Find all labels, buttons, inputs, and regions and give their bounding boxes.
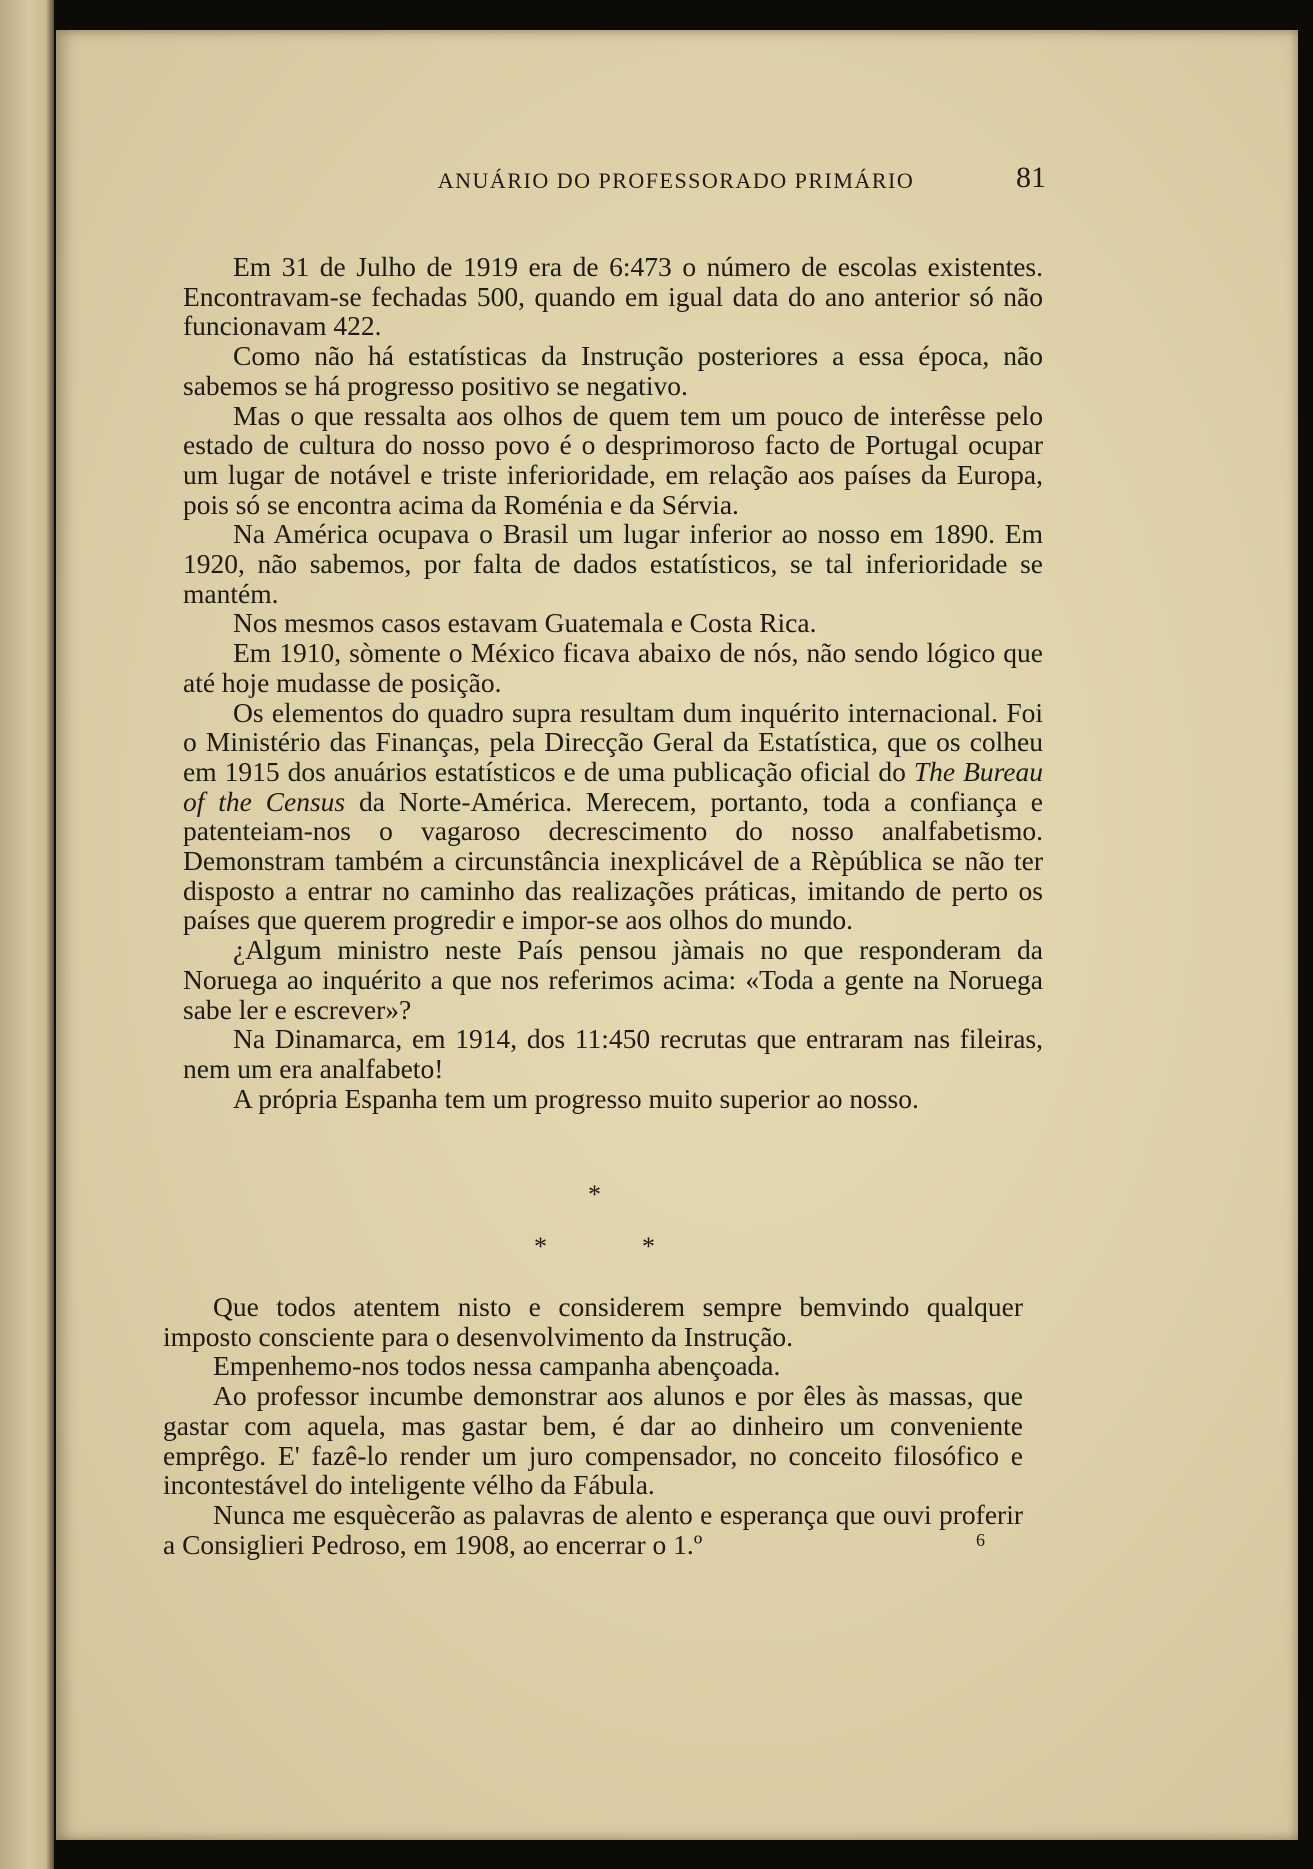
- paragraph: Em 1910, sòmente o México ficava abaixo de nós, não sendo lógico que até hoje mudasse de posição.: [183, 637, 1043, 698]
- body-text-lower: [163, 1292, 1023, 1559]
- paragraph: Empenhemo-nos todos nessa campanha abençoada.: [213, 1350, 781, 1382]
- paragraph: Como não há estatísticas da Instrução posteriores a essa época, não sabemos se há progresso positivo se negativo.: [183, 340, 1043, 401]
- paragraph: Na América ocupava o Brasil um lugar inferior ao nosso em 1890. Em 1920, não sabemos, por falta de dados estatísticos, se tal inferioridade se mantém.: [183, 518, 1043, 609]
- asterisk-right: *: [642, 1232, 655, 1261]
- section-asterism: [506, 1180, 706, 1260]
- document-page: [56, 30, 1298, 1840]
- paragraph: Nos mesmos casos estavam Guatemala e Costa Rica.: [233, 607, 817, 639]
- asterisk-top: *: [588, 1180, 601, 1209]
- page-number: 81: [1016, 161, 1046, 194]
- paragraph: Em 31 de Julho de 1919 era de 6:473 o número de escolas existentes. Encontravam-se fechadas 500, quando em igual data do ano anterior só não funcionavam 422.: [183, 251, 1043, 342]
- paragraph: Nunca me esquècerão as palavras de alento e esperança que ouvi proferir a Consiglieri Pedroso, em 1908, ao encerrar o 1.º: [163, 1498, 1023, 1560]
- signature-mark: 6: [976, 1530, 985, 1550]
- asterisk-left: *: [534, 1232, 547, 1261]
- paragraph: Na Dinamarca, em 1914, dos 11:450 recrutas que entraram nas fileiras, nem um era analfabeto!: [183, 1023, 1043, 1084]
- census-text-before: Os elementos do quadro supra resultam dum inquérito internacional. Foi o Ministério das Finanças, pela Direcção Geral da Estatística, que os colheu em 1915 dos anuários estatísticos e de uma publicação oficial do: [183, 696, 1043, 787]
- paragraph: Ao professor incumbe demonstrar aos alunos e por êles às massas, que gastar com aquela, mas gastar bem, é dar ao dinheiro um conveniente emprêgo. E' fazê-lo render um juro compensador, no conceito filosófico e incontestável do inteligente vélho da Fábula.: [163, 1380, 1023, 1501]
- paragraph: Que todos atentem nisto e considerem sempre bemvindo qualquer imposto consciente para o desenvolvimento da Instrução.: [163, 1291, 1023, 1352]
- paragraph: ¿Algum ministro neste País pensou jàmais no que responderam da Noruega ao inquérito a que nos referimos acima: «Toda a gente na Noruega sabe ler e escrever»?: [183, 934, 1043, 1025]
- running-title: ANUÁRIO DO PROFESSORADO PRIMÁRIO: [437, 168, 915, 193]
- publication-title: The Bureau of the Census: [183, 755, 1043, 817]
- census-paragraph: [183, 698, 1043, 936]
- census-text-after: da Norte-América. Merecem, portanto, toda a confiança e patenteiam-nos o vagaroso decrescimento do nosso analfabetismo. Demonstram também a circunstância inexplicável de a Rèpública se não ter disposto a entrar no caminho das realizações práticas, imitando de perto os países que querem progredir e impor-se aos olhos do mundo.: [183, 785, 1043, 936]
- paragraph: Mas o que ressalta aos olhos de quem tem um pouco de interêsse pelo estado de cultura do nosso povo é o desprimoroso facto de Portugal ocupar um lugar de notável e triste inferioridade, em relação aos países da Europa, pois só se encontra acima da Roménia e da Sérvia.: [183, 399, 1043, 520]
- body-text-upper: [183, 252, 1043, 1113]
- paragraph: A própria Espanha tem um progresso muito superior ao nosso.: [233, 1082, 919, 1114]
- left-page-edge: [0, 0, 54, 1869]
